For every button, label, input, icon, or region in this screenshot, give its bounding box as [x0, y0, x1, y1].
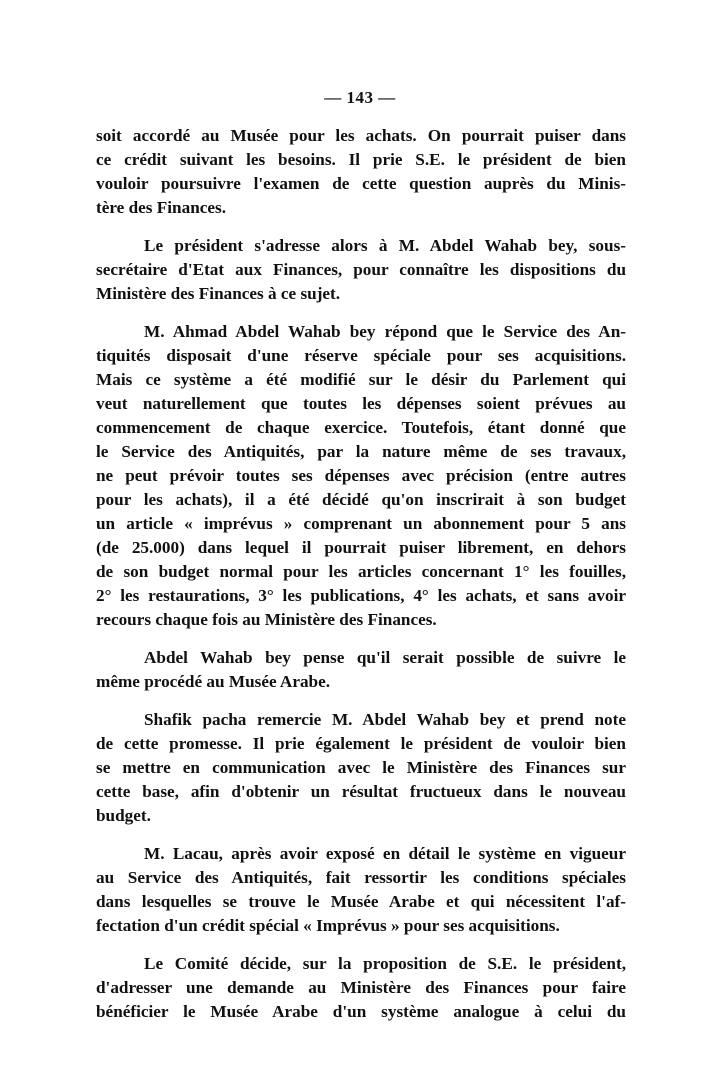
- paragraph: [96, 708, 626, 828]
- text-line: cette base, afin d'obtenir un résultat fructueux dans le nouveau: [96, 782, 626, 801]
- text-line: un article « imprévus » comprenant un abonnement pour 5 ans: [96, 514, 626, 533]
- text-line: secrétaire d'Etat aux Finances, pour connaître les dispositions du: [96, 260, 626, 279]
- text-line: veut naturellement que toutes les dépenses soient prévues au: [96, 394, 626, 413]
- text-line: bénéficier le Musée Arabe d'un système analogue à celui du: [96, 1002, 626, 1021]
- text-line: Le Comité décide, sur la proposition de S.E. le président,: [144, 954, 626, 973]
- text-line: d'adresser une demande au Ministère des Finances pour faire: [96, 978, 626, 997]
- text-line: M. Ahmad Abdel Wahab bey répond que le Service des An-: [144, 322, 626, 341]
- text-line: ce crédit suivant les besoins. Il prie S.E. le président de bien: [96, 150, 626, 169]
- text-line: 2° les restaurations, 3° les publications, 4° les achats, et sans avoir: [96, 586, 626, 605]
- text-line: tiquités disposait d'une réserve spéciale pour ses acquisitions.: [96, 346, 626, 365]
- text-line: fectation d'un crédit spécial « Imprévus » pour ses acquisitions.: [96, 916, 560, 935]
- text-line: même procédé au Musée Arabe.: [96, 672, 331, 691]
- body-text: [96, 124, 626, 1038]
- paragraph: [96, 646, 626, 694]
- page-number: — 143 —: [324, 88, 396, 107]
- text-line: budget.: [96, 806, 151, 825]
- text-line: Ministère des Finances à ce sujet.: [96, 284, 341, 303]
- text-line: de son budget normal pour les articles concernant 1° les fouilles,: [96, 562, 626, 581]
- text-line: recours chaque fois au Ministère des Finances.: [96, 610, 437, 629]
- text-line: le Service des Antiquités, par la nature même de ses travaux,: [96, 442, 626, 461]
- paragraph: [96, 842, 626, 938]
- text-line: dans lesquelles se trouve le Musée Arabe et qui nécessitent l'af-: [96, 892, 626, 911]
- text-line: Mais ce système a été modifié sur le désir du Parlement qui: [96, 370, 626, 389]
- text-line: de cette promesse. Il prie également le président de vouloir bien: [96, 734, 626, 753]
- text-line: tère des Finances.: [96, 198, 226, 217]
- text-line: se mettre en communication avec le Ministère des Finances sur: [96, 758, 626, 777]
- text-line: ne peut prévoir toutes ses dépenses avec précision (entre autres: [96, 466, 626, 485]
- text-line: vouloir poursuivre l'examen de cette question auprès du Minis-: [96, 174, 626, 193]
- text-line: au Service des Antiquités, fait ressortir les conditions spéciales: [96, 868, 626, 887]
- paragraph: [96, 234, 626, 306]
- text-line: Shafik pacha remercie M. Abdel Wahab bey et prend note: [144, 710, 626, 729]
- text-line: M. Lacau, après avoir exposé en détail le système en vigueur: [144, 844, 626, 863]
- text-line: (de 25.000) dans lequel il pourrait puiser librement, en dehors: [96, 538, 626, 557]
- paragraph: [96, 124, 626, 220]
- paragraph: [96, 952, 626, 1024]
- text-line: soit accordé au Musée pour les achats. On pourrait puiser dans: [96, 126, 626, 145]
- text-line: commencement de chaque exercice. Toutefois, étant donné que: [96, 418, 626, 437]
- paragraph: [96, 320, 626, 632]
- text-line: pour les achats), il a été décidé qu'on inscrirait à son budget: [96, 490, 626, 509]
- text-line: Le président s'adresse alors à M. Abdel Wahab bey, sous-: [144, 236, 626, 255]
- text-line: Abdel Wahab bey pense qu'il serait possible de suivre le: [144, 648, 626, 667]
